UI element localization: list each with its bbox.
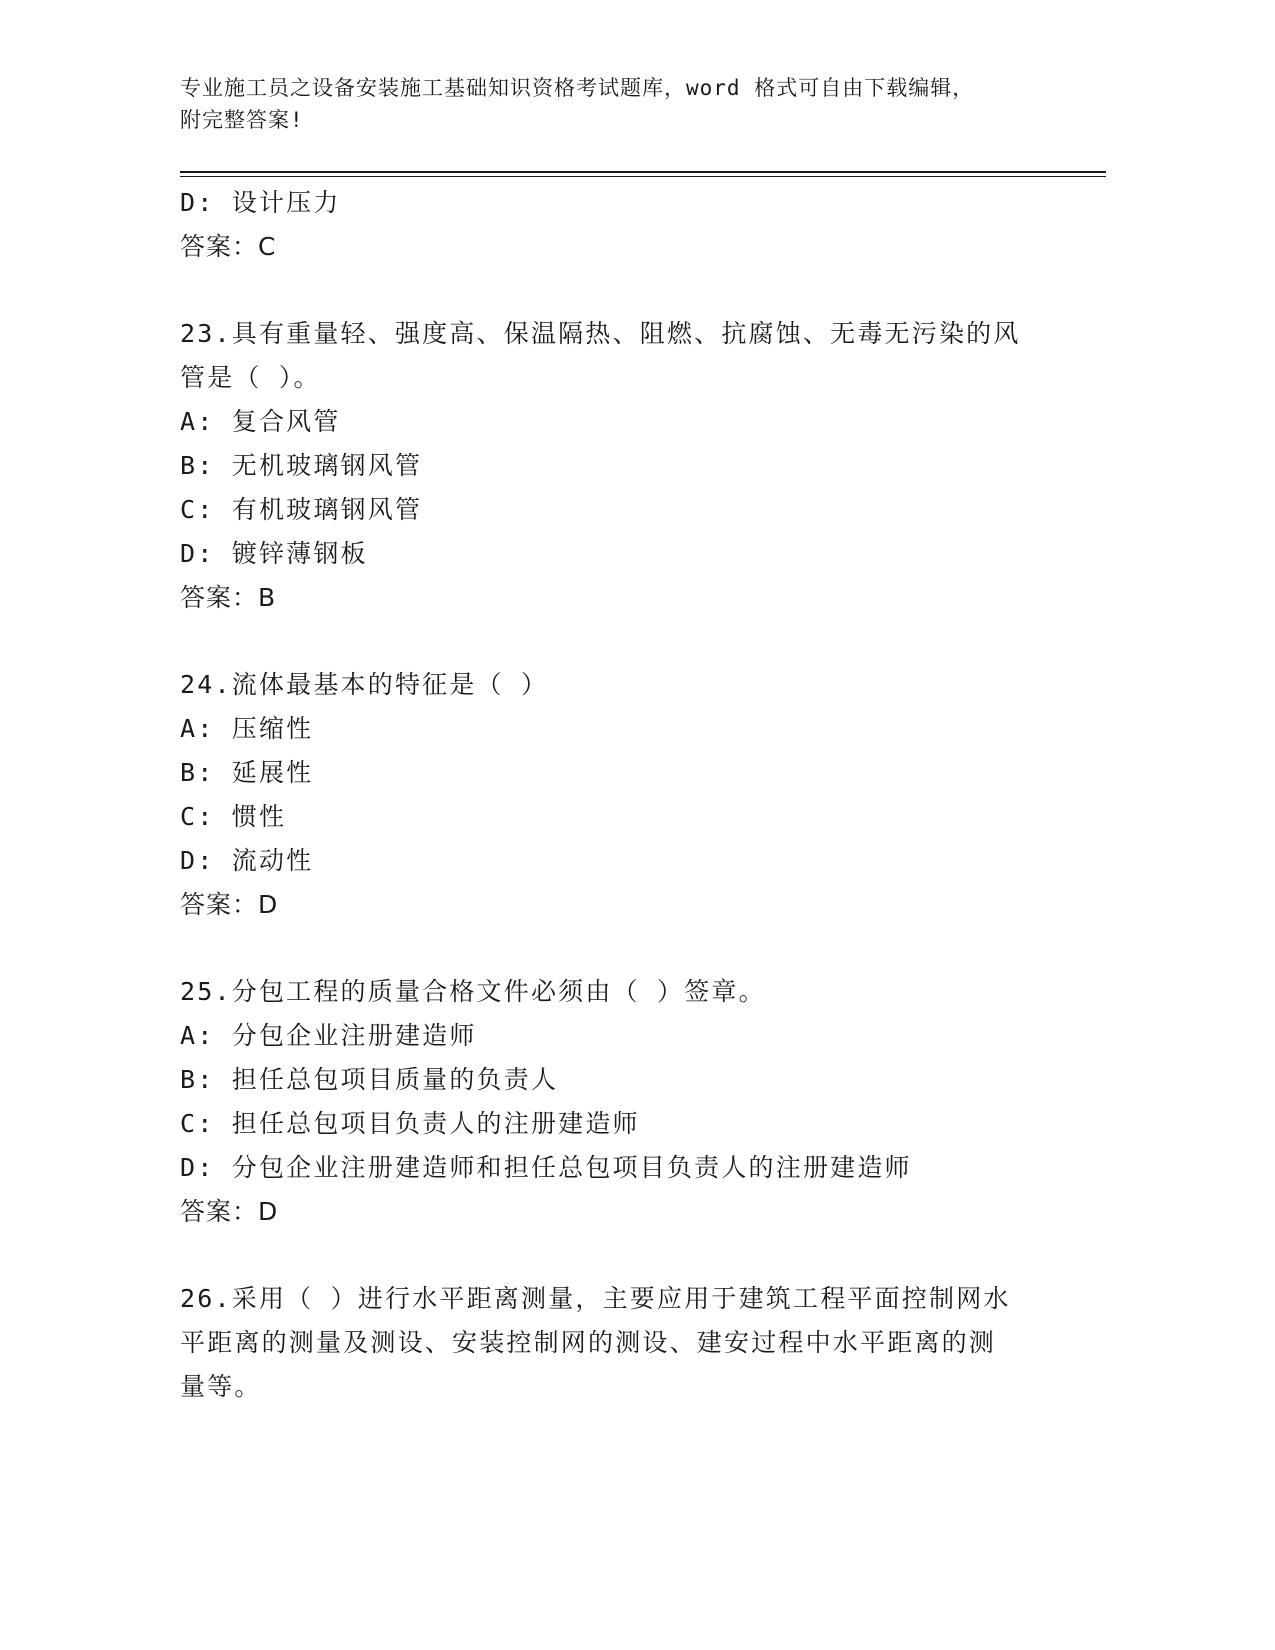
option-c: C: 有机玻璃钢风管 <box>180 495 423 524</box>
option-b: B: 延展性 <box>180 758 314 787</box>
question-text-line: 量等。 <box>180 1372 262 1401</box>
answer: 答案：D <box>180 1197 279 1226</box>
header-divider-thin <box>180 176 1106 177</box>
option-a: A: 压缩性 <box>180 714 314 743</box>
question-text-line: 24.流体最基本的特征是（ ） <box>180 670 549 699</box>
option-d: D: 分包企业注册建造师和担任总包项目负责人的注册建造师 <box>180 1153 912 1182</box>
option-d: D: 流动性 <box>180 846 314 875</box>
question-list <box>180 181 1040 1409</box>
prev-option-d: D: 设计压力 <box>180 188 341 217</box>
question-text-line: 管是（ ）。 <box>180 363 321 392</box>
question-26 <box>180 1277 1040 1409</box>
answer: 答案：D <box>180 890 279 919</box>
option-d: D: 镀锌薄钢板 <box>180 539 368 568</box>
question-24 <box>180 663 1040 927</box>
question-text-line: 25.分包工程的质量合格文件必须由（ ）签章。 <box>180 977 766 1006</box>
spacer <box>180 269 1040 312</box>
option-b: B: 无机玻璃钢风管 <box>180 451 423 480</box>
header-line-1: 专业施工员之设备安装施工基础知识资格考试题库，word 格式可自由下载编辑， <box>180 76 975 100</box>
prev-answer: 答案：C <box>180 232 277 261</box>
option-a: A: 分包企业注册建造师 <box>180 1021 477 1050</box>
option-c: C: 担任总包项目负责人的注册建造师 <box>180 1109 640 1138</box>
answer: 答案：B <box>180 583 277 612</box>
spacer <box>180 927 1040 970</box>
option-a: A: 复合风管 <box>180 407 341 436</box>
document-header <box>180 72 1040 136</box>
header-divider-thick <box>180 171 1106 173</box>
question-25 <box>180 970 1040 1234</box>
question-text-line: 平距离的测量及测设、安装控制网的测设、建安过程中水平距离的测 <box>180 1328 997 1357</box>
spacer <box>180 620 1040 663</box>
option-c: C: 惯性 <box>180 802 287 831</box>
spacer <box>180 1234 1040 1277</box>
question-23 <box>180 312 1040 620</box>
option-b: B: 担任总包项目质量的负责人 <box>180 1065 559 1094</box>
question-text-line: 26.采用（ ）进行水平距离测量，主要应用于建筑工程平面控制网水 <box>180 1284 1011 1313</box>
question-text-line: 23.具有重量轻、强度高、保温隔热、阻燃、抗腐蚀、无毒无污染的风 <box>180 319 1021 348</box>
header-line-2: 附完整答案! <box>180 108 304 132</box>
